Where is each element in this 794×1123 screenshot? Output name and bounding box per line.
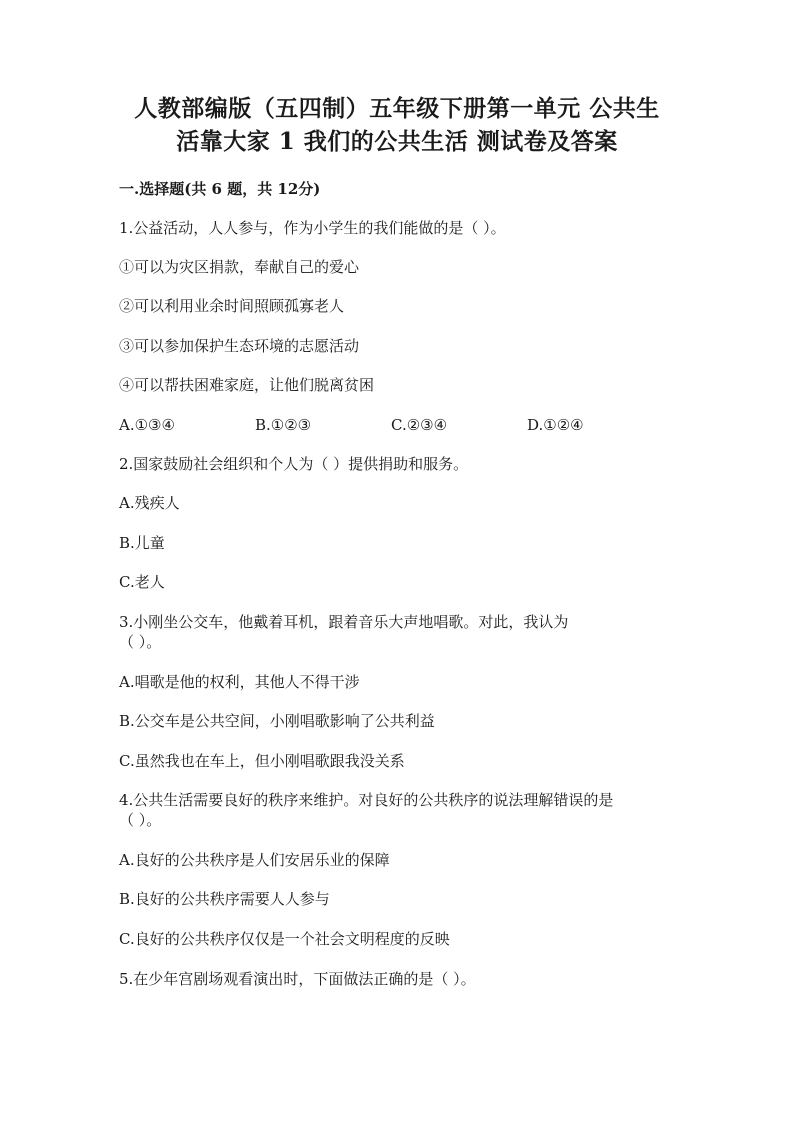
question-4-stem-line-1: 4.公共生活需要良好的秩序来维护。对良好的公共秩序的说法理解错误的是 [119,791,614,809]
question-2-option-a: A.残疾人 [119,494,180,512]
question-1-statement-1: ①可以为灾区捐款，奉献自己的爱心 [119,258,360,276]
question-4-option-c: C.良好的公共秩序仅仅是一个社会文明程度的反映 [119,930,450,948]
document-title [100,92,694,158]
question-3-option-a: A.唱歌是他的权利，其他人不得干涉 [119,673,360,691]
question-4-stem-line-2: （ ）。 [119,811,162,829]
section-header: 一.选择题(共 6 题，共 12分) [119,180,321,198]
title-line-1: 人教部编版（五四制）五年级下册第一单元 公共生 [134,95,660,122]
question-4-option-b: B.良好的公共秩序需要人人参与 [119,890,330,908]
title-line-2: 活靠大家 1 我们的公共生活 测试卷及答案 [176,128,618,155]
question-1-option-b: B.①②③ [255,416,312,434]
question-1-option-d: D.①②④ [527,416,584,434]
question-1-statement-3: ③可以参加保护生态环境的志愿活动 [119,337,360,355]
question-2-option-c: C.老人 [119,573,165,591]
question-5-stem: 5.在少年宫剧场观看演出时，下面做法正确的是（ ）。 [119,970,476,988]
question-3-stem-line-2: （ ）。 [119,633,162,651]
question-3-option-c: C.虽然我也在车上，但小刚唱歌跟我没关系 [119,752,405,770]
question-3-stem-line-1: 3.小刚坐公交车，他戴着耳机，跟着音乐大声地唱歌。对此，我认为 [119,613,569,631]
question-1-stem: 1.公益活动，人人参与，作为小学生的我们能做的是（ ）。 [119,219,506,237]
question-3-option-b: B.公交车是公共空间，小刚唱歌影响了公共利益 [119,712,435,730]
question-1-option-a: A.①③④ [119,416,175,434]
question-2-option-b: B.儿童 [119,534,165,552]
question-1-statement-2: ②可以利用业余时间照顾孤寡老人 [119,297,345,315]
question-1-statement-4: ④可以帮扶困难家庭，让他们脱离贫困 [119,376,375,394]
question-2-stem: 2.国家鼓励社会组织和个人为（ ）提供捐助和服务。 [119,455,469,473]
question-4-option-a: A.良好的公共秩序是人们安居乐业的保障 [119,851,390,869]
question-1-option-c: C.②③④ [391,416,448,434]
